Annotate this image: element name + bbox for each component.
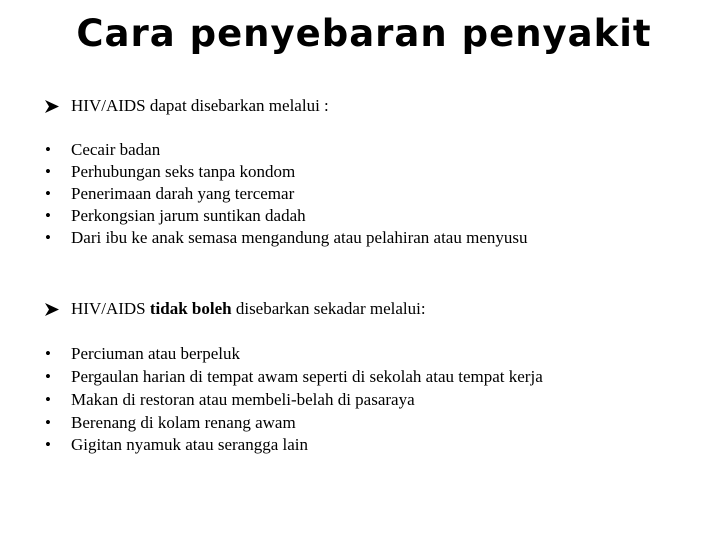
list-item-text: Dari ibu ke anak semasa mengandung atau pelahiran atau menyusu bbox=[71, 228, 528, 247]
slide-title: Cara penyebaran penyakit bbox=[76, 12, 652, 55]
section1-heading: HIV/AIDS dapat disebarkan melalui : bbox=[71, 96, 329, 115]
section2-heading-emphasis: tidak boleh bbox=[149, 299, 232, 318]
bullet-icon: • bbox=[45, 390, 51, 409]
list-item-text: Perciuman atau berpeluk bbox=[71, 344, 240, 363]
list-item-text: Perkongsian jarum suntikan dadah bbox=[71, 206, 306, 225]
bullet-icon: • bbox=[45, 228, 51, 247]
bullet-icon: • bbox=[45, 435, 51, 454]
section2-heading-prefix: HIV/AIDS bbox=[71, 299, 150, 318]
list-item-text: Gigitan nyamuk atau serangga lain bbox=[71, 435, 308, 454]
list-item-text: Makan di restoran atau membeli-belah di pasaraya bbox=[71, 390, 415, 409]
arrow-bullet-icon bbox=[45, 95, 65, 113]
section2-heading-suffix: disebarkan sekadar melalui: bbox=[231, 299, 426, 318]
bullet-icon: • bbox=[45, 367, 51, 386]
bullet-icon: • bbox=[45, 162, 51, 181]
arrow-bullet-icon bbox=[45, 298, 65, 316]
list-item-text: Pergaulan harian di tempat awam seperti di sekolah atau tempat kerja bbox=[71, 367, 543, 386]
list-item-text: Perhubungan seks tanpa kondom bbox=[71, 162, 296, 181]
list-item-text: Cecair badan bbox=[71, 140, 161, 159]
list-item-text: Penerimaan darah yang tercemar bbox=[71, 184, 295, 203]
bullet-icon: • bbox=[45, 140, 51, 159]
bullet-icon: • bbox=[45, 344, 51, 363]
section2-heading bbox=[71, 298, 426, 320]
bullet-icon: • bbox=[45, 206, 51, 225]
bullet-icon: • bbox=[45, 184, 51, 203]
list-item-text: Berenang di kolam renang awam bbox=[71, 413, 296, 432]
bullet-icon: • bbox=[45, 413, 51, 432]
